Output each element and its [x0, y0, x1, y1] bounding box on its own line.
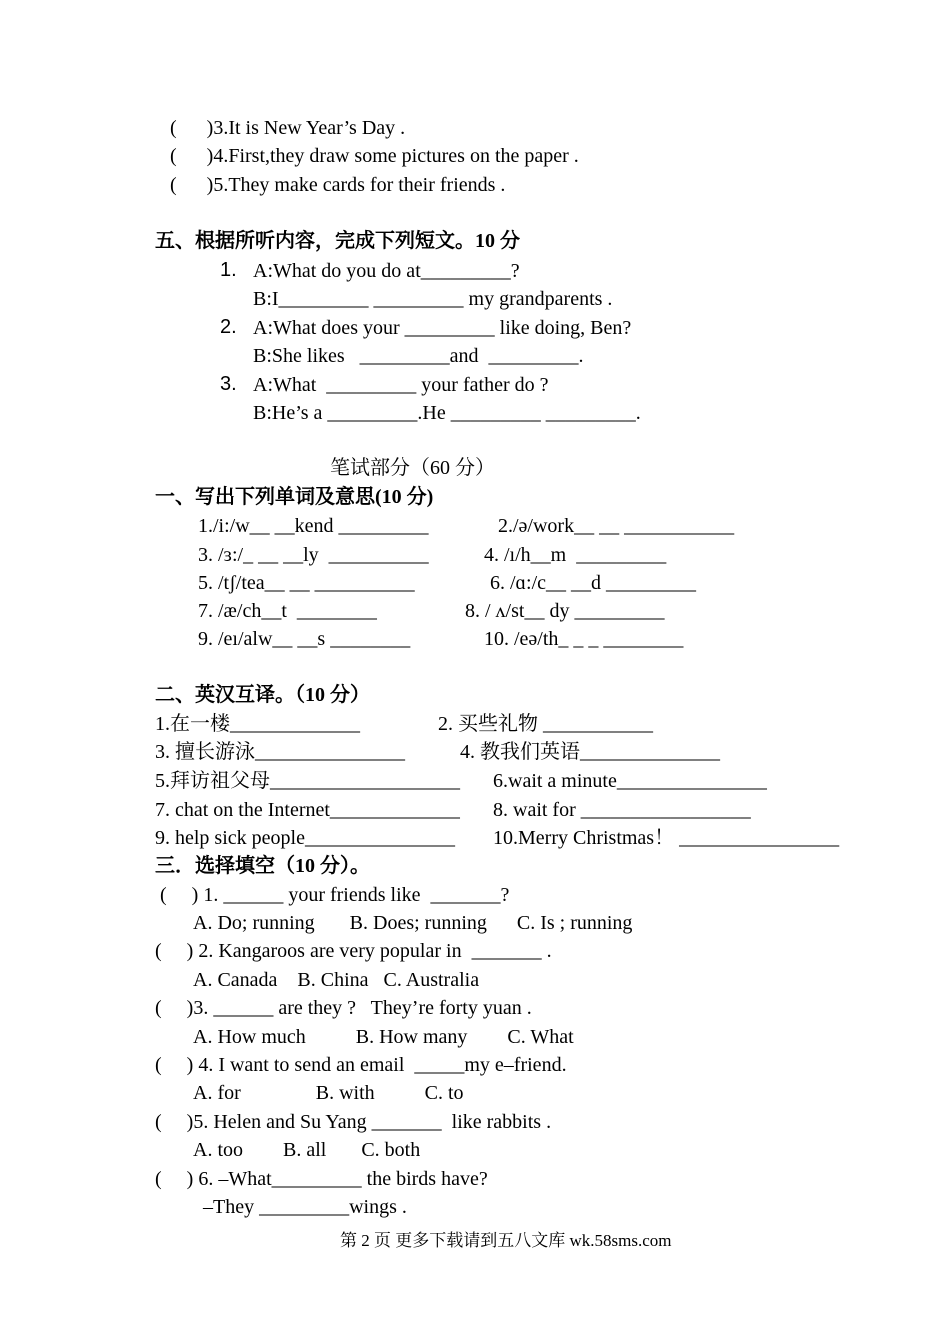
written-section3-title: 三．选择填空（10 分）。 [155, 855, 370, 877]
phonics-item: 5. /tʃ/tea__ __ __________ [198, 572, 415, 594]
translation-item: 5.拜访祖父母___________________ [155, 770, 460, 792]
phonics-item: 6. /ɑ:/c__ __d _________ [490, 572, 697, 594]
choice-question: ( )3. ______ are they ? They’re forty yuan . [155, 997, 532, 1019]
choice-question: ( ) 4. I want to send an email _____my e–friend. [155, 1054, 567, 1076]
section5-item-line-a: A:What _________ your father do ? [253, 374, 549, 396]
section5-item-line-b: B:She likes _________and _________. [253, 345, 584, 367]
translation-item: 6.wait a minute_______________ [493, 770, 767, 792]
written-section2-title: 二、英汉互译。（10 分） [155, 684, 370, 706]
listening-item-5: ( )5.They make cards for their friends . [170, 174, 506, 196]
section5-item-line-b: B:I_________ _________ my grandparents . [253, 288, 613, 310]
translation-item: 1.在一楼_____________ [155, 713, 360, 735]
section5-item-number: 2. [220, 316, 237, 338]
translation-item: 10.Merry Christmas！ ________________ [493, 827, 840, 849]
phonics-item: 7. /æ/ch__t ________ [198, 600, 377, 622]
section5-item-number: 3. [220, 373, 237, 395]
translation-item: 4. 教我们英语______________ [460, 741, 720, 763]
phonics-item: 9. /eı/alw__ __s ________ [198, 628, 411, 650]
listening-item-3: ( )3.It is New Year’s Day . [170, 117, 406, 139]
phonics-item: 8. / ʌ/st__ dy _________ [465, 600, 665, 622]
translation-item: 3. 擅长游泳_______________ [155, 741, 405, 763]
translation-item: 7. chat on the Internet_____________ [155, 799, 460, 821]
section5-item-line-b: B:He’s a _________.He _________ _________. [253, 402, 641, 424]
choice-question: ( ) 1. ______ your friends like _______? [155, 884, 510, 906]
section5-item-line-a: A:What do you do at_________? [253, 260, 520, 282]
section5-title: 五、根据所听内容，完成下列短文。10 分 [155, 230, 520, 252]
choice-question: ( ) 2. Kangaroos are very popular in _______ . [155, 940, 552, 962]
choice-options: A. for B. with C. to [193, 1082, 464, 1104]
choice-options: A. too B. all C. both [193, 1139, 421, 1161]
choice-options: A. Do; running B. Does; running C. Is ; running [193, 912, 633, 934]
translation-item: 9. help sick people_______________ [155, 827, 455, 849]
section5-item-number: 1. [220, 259, 237, 281]
page-footer: 第 2 页 更多下载请到五八文库 wk.58sms.com [340, 1231, 672, 1250]
section5-item-line-a: A:What does your _________ like doing, Ben? [253, 317, 632, 339]
choice-options: –They _________wings . [198, 1196, 407, 1218]
phonics-item: 1./i:/w__ __kend _________ [198, 515, 429, 537]
written-part-heading: 笔试部分（60 分） [330, 457, 495, 479]
phonics-item: 4. /ı/h__m _________ [484, 544, 667, 566]
phonics-item: 2./ə/work__ __ ___________ [498, 515, 735, 537]
listening-item-4: ( )4.First,they draw some pictures on the paper . [170, 145, 579, 167]
phonics-item: 10. /eə/th_ _ _ ________ [484, 628, 684, 650]
written-section1-title: 一、写出下列单词及意思(10 分) [155, 486, 434, 508]
translation-item: 8. wait for _________________ [493, 799, 751, 821]
translation-item: 2. 买些礼物 ___________ [438, 713, 653, 735]
choice-options: A. How much B. How many C. What [193, 1026, 574, 1048]
choice-question: ( ) 6. –What_________ the birds have? [155, 1168, 488, 1190]
choice-question: ( )5. Helen and Su Yang _______ like rabbits . [155, 1111, 552, 1133]
choice-options: A. Canada B. China C. Australia [193, 969, 480, 991]
phonics-item: 3. /ɜ:/_ __ __ly __________ [198, 544, 429, 566]
